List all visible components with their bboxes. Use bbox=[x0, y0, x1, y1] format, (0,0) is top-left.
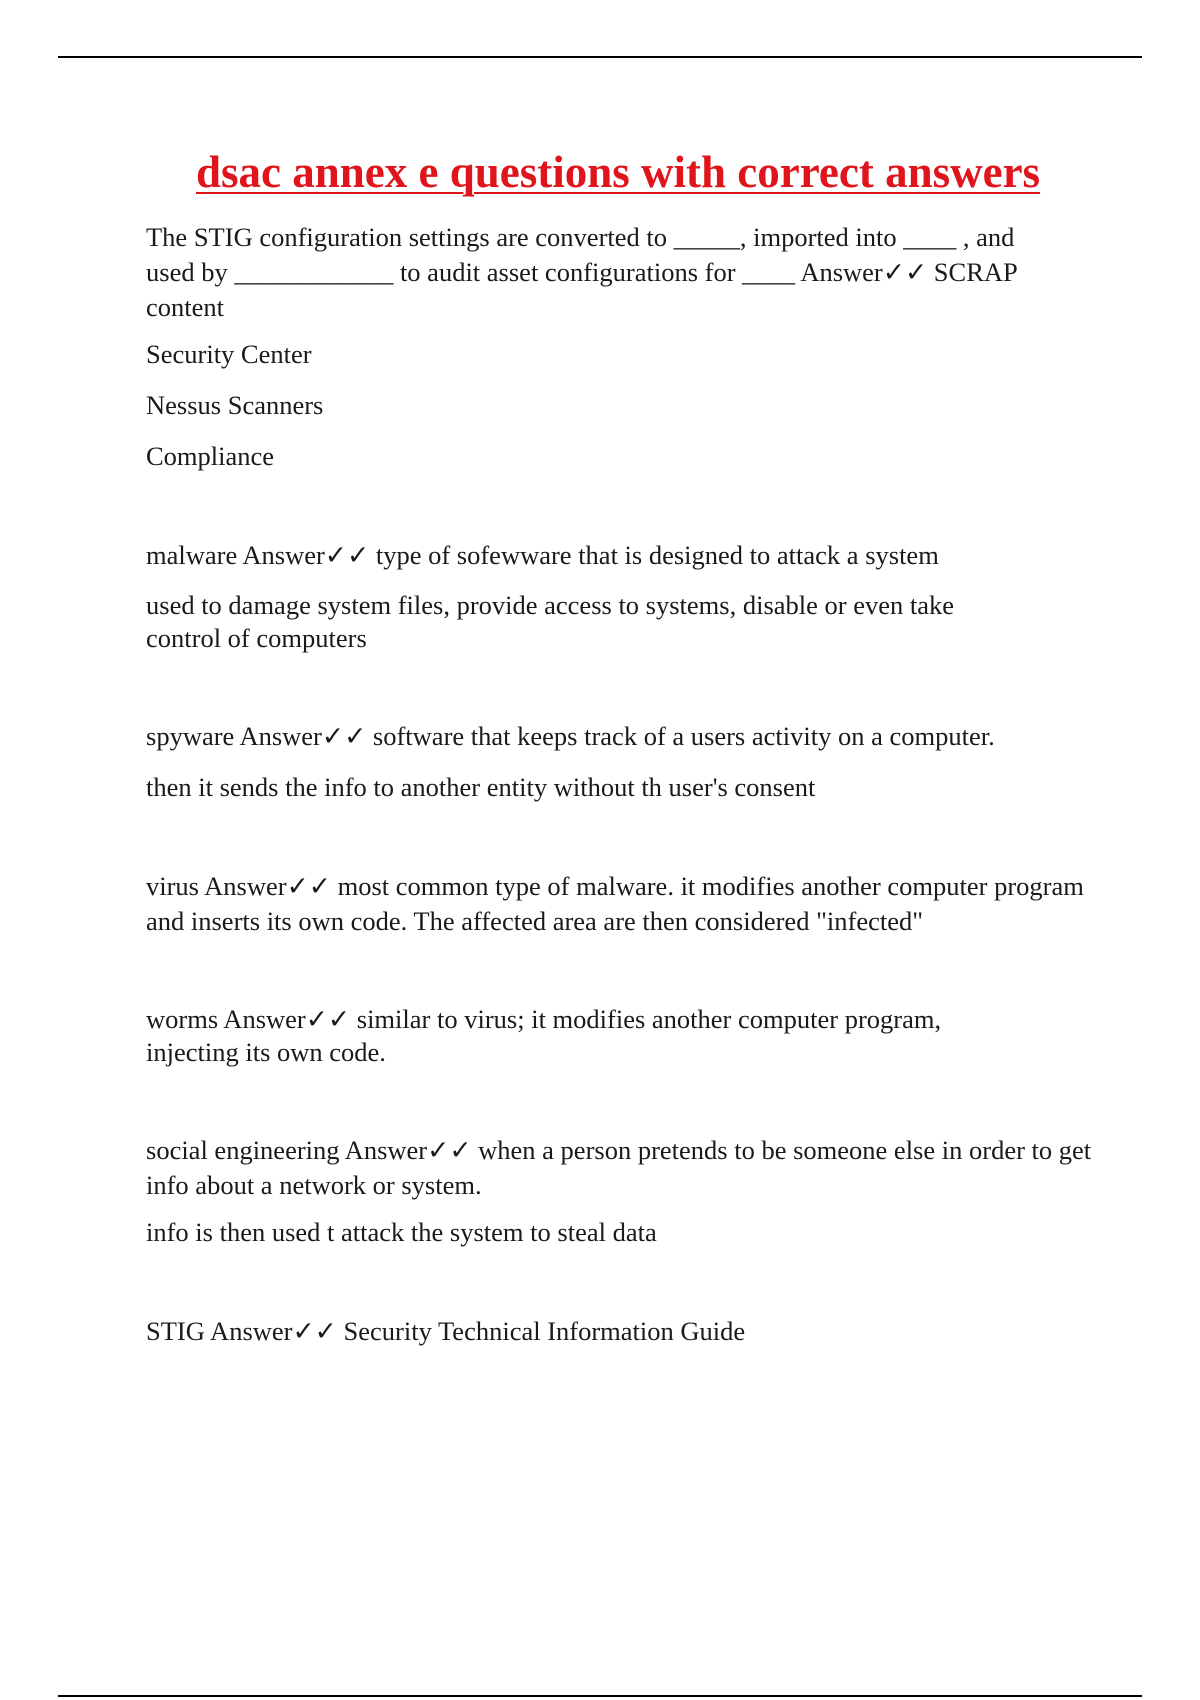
qa-item-stig-config bbox=[146, 220, 1090, 474]
answer-line: info is then used t attack the system to steal data bbox=[146, 1217, 657, 1247]
answer-line: Nessus Scanners bbox=[146, 390, 324, 420]
answer-line: used to damage system files, provide access to systems, disable or even take control of computers bbox=[146, 590, 955, 653]
q1-line-3: content bbox=[146, 292, 224, 322]
document-body bbox=[146, 220, 1090, 1349]
qa-item-social-engineering bbox=[146, 1133, 1090, 1250]
question-text: virus Answer✓✓ most common type of malware. it modifies another computer program and inserts its own code. The affected area are then considered "infected" bbox=[146, 871, 1084, 936]
question-text bbox=[146, 220, 1090, 325]
answer-line: then it sends the info to another entity without th user's consent bbox=[146, 772, 816, 802]
q1-line-2: used by ____________ to audit asset configurations for ____ Answer✓✓ SCRAP bbox=[146, 257, 1018, 287]
qa-item-stig bbox=[146, 1314, 1090, 1349]
question-text: social engineering Answer✓✓ when a person pretends to be someone else in order to get info about a network or system. bbox=[146, 1135, 1092, 1200]
question-text: spyware Answer✓✓ software that keeps track of a users activity on a computer. bbox=[146, 721, 995, 751]
document-title: dsac annex e questions with correct answers bbox=[195, 147, 1041, 197]
qa-item-spyware bbox=[146, 719, 1090, 805]
top-rule bbox=[58, 56, 1142, 58]
qa-item-worms bbox=[146, 1003, 1090, 1069]
answer-line: Security Center bbox=[146, 339, 312, 369]
answer-line: Compliance bbox=[146, 441, 275, 471]
question-text: malware Answer✓✓ type of sofewware that is designed to attack a system bbox=[146, 540, 939, 570]
qa-item-malware bbox=[146, 538, 1090, 655]
qa-item-virus bbox=[146, 869, 1090, 939]
question-text: worms Answer✓✓ similar to virus; it modifies another computer program, injecting its own code. bbox=[146, 1004, 942, 1067]
q1-line-1: The STIG configuration settings are converted to _____, imported into ____ , and bbox=[146, 222, 1015, 252]
question-text: STIG Answer✓✓ Security Technical Information Guide bbox=[146, 1316, 746, 1346]
bottom-rule bbox=[58, 1695, 1142, 1697]
